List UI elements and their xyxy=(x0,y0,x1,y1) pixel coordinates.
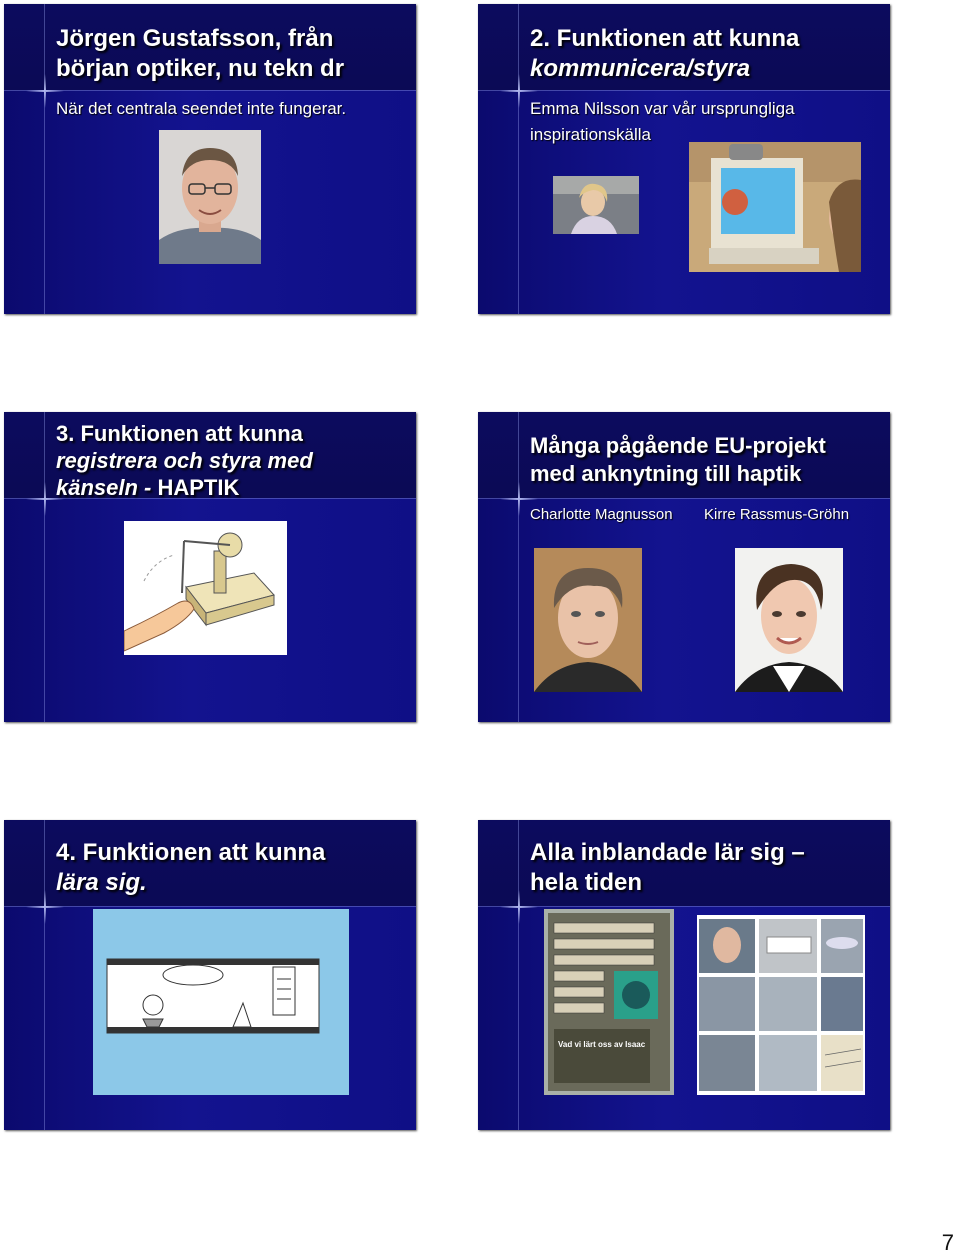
divider xyxy=(4,906,416,907)
divider xyxy=(518,412,519,722)
computer-photo xyxy=(689,142,861,272)
slide-title: Många pågående EU-projekt med anknytning till haptik xyxy=(530,433,826,486)
portrait-photo xyxy=(534,548,642,692)
haptic-device-illustration xyxy=(124,521,287,655)
slide-subtitle: När det centrala seendet inte fungerar. xyxy=(56,99,347,118)
person-name-1: Charlotte Magnusson xyxy=(530,506,673,523)
slide-title: Alla inblandade lär sig – hela tiden xyxy=(530,839,805,896)
divider xyxy=(478,90,890,91)
comic-strip-image xyxy=(93,909,349,1095)
slide-title: 4. Funktionen att kunna lära sig. xyxy=(56,839,326,896)
portrait-photo xyxy=(735,548,843,692)
slide-4 xyxy=(478,412,890,722)
portrait-photo xyxy=(159,130,261,264)
divider xyxy=(4,90,416,91)
slide-3 xyxy=(4,412,416,722)
slide-1 xyxy=(4,4,416,314)
slide-6 xyxy=(478,820,890,1130)
slide-title: 3. Funktionen att kunna registrera och styra med känseln - HAPTIK xyxy=(56,421,313,500)
divider xyxy=(44,820,45,1130)
divider xyxy=(44,4,45,314)
person-name-2: Kirre Rassmus-Gröhn xyxy=(704,506,850,523)
divider xyxy=(44,412,45,722)
slide-subtitle: Emma Nilsson var vår ursprungliga inspirationskälla xyxy=(530,99,795,144)
child-photo xyxy=(553,176,639,234)
photo-collage xyxy=(697,915,865,1095)
page-number: 7 xyxy=(941,1230,954,1255)
slide-title: Jörgen Gustafsson, från början optiker, nu tekn dr xyxy=(56,25,345,82)
slide-2 xyxy=(478,4,890,314)
divider xyxy=(518,820,519,1130)
divider xyxy=(478,906,890,907)
slide-title: 2. Funktionen att kunna kommunicera/styra xyxy=(530,25,800,82)
book-title: Vad vi lärt oss av Isaac xyxy=(558,1040,646,1049)
slide-5 xyxy=(4,820,416,1130)
divider xyxy=(518,4,519,314)
book-cover-image xyxy=(544,909,674,1095)
divider xyxy=(478,498,890,499)
